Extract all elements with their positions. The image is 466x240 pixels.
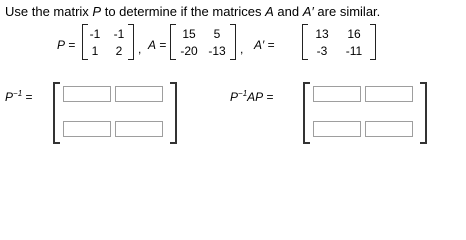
- pinv-entry-r1c1-input[interactable]: [63, 86, 111, 102]
- matrix-bracket-right: [370, 24, 376, 60]
- pinvap-label: $P^{-1}AP$ =: [230, 89, 274, 104]
- answer-bracket-right: [420, 82, 427, 144]
- matrix-cell: -20: [180, 44, 198, 58]
- matrix-cell: -1: [113, 27, 125, 41]
- answer-bracket-left: [303, 82, 310, 144]
- answer-bracket-left: [53, 82, 60, 144]
- matrix-cell: 2: [115, 44, 123, 58]
- matrix-a: [170, 24, 236, 60]
- pinv-label: $P^{-1}$ =: [5, 89, 33, 104]
- pinvap-entry-r1c1-input[interactable]: [313, 86, 361, 102]
- pinvap-entry-r2c2-input[interactable]: [365, 121, 413, 137]
- matrix-cell: 15: [182, 27, 196, 41]
- matrix-cell: 16: [347, 27, 361, 41]
- matrix-bracket-right: [230, 24, 236, 60]
- instruction-text: Use the matrix P to determine if the matrices A and A′ are similar.: [5, 4, 381, 19]
- pinv-entry-r2c2-input[interactable]: [115, 121, 163, 137]
- pinv-entry-r1c2-input[interactable]: [115, 86, 163, 102]
- matrix-a-label: A =: [148, 38, 167, 52]
- matrix-p: [82, 24, 134, 60]
- matrix-p-label: P =: [57, 38, 76, 52]
- pinvap-entry-r1c2-input[interactable]: [365, 86, 413, 102]
- answer-bracket-right: [170, 82, 177, 144]
- separator-comma: ,: [138, 42, 142, 56]
- matrix-cell: 13: [315, 27, 329, 41]
- pinvap-entry-r2c1-input[interactable]: [313, 121, 361, 137]
- pinv-entry-r2c1-input[interactable]: [63, 121, 111, 137]
- matrix-cell: -3: [316, 44, 328, 58]
- matrix-cell: 5: [213, 27, 221, 41]
- matrix-cell: -13: [208, 44, 226, 58]
- matrix-cell: 1: [91, 44, 99, 58]
- matrix-cell: -1: [89, 27, 101, 41]
- separator-comma: ,: [240, 42, 244, 56]
- matrix-aprime-label: A′ =: [254, 38, 275, 52]
- matrix-cell: -11: [345, 44, 363, 58]
- matrix-aprime: [302, 24, 376, 60]
